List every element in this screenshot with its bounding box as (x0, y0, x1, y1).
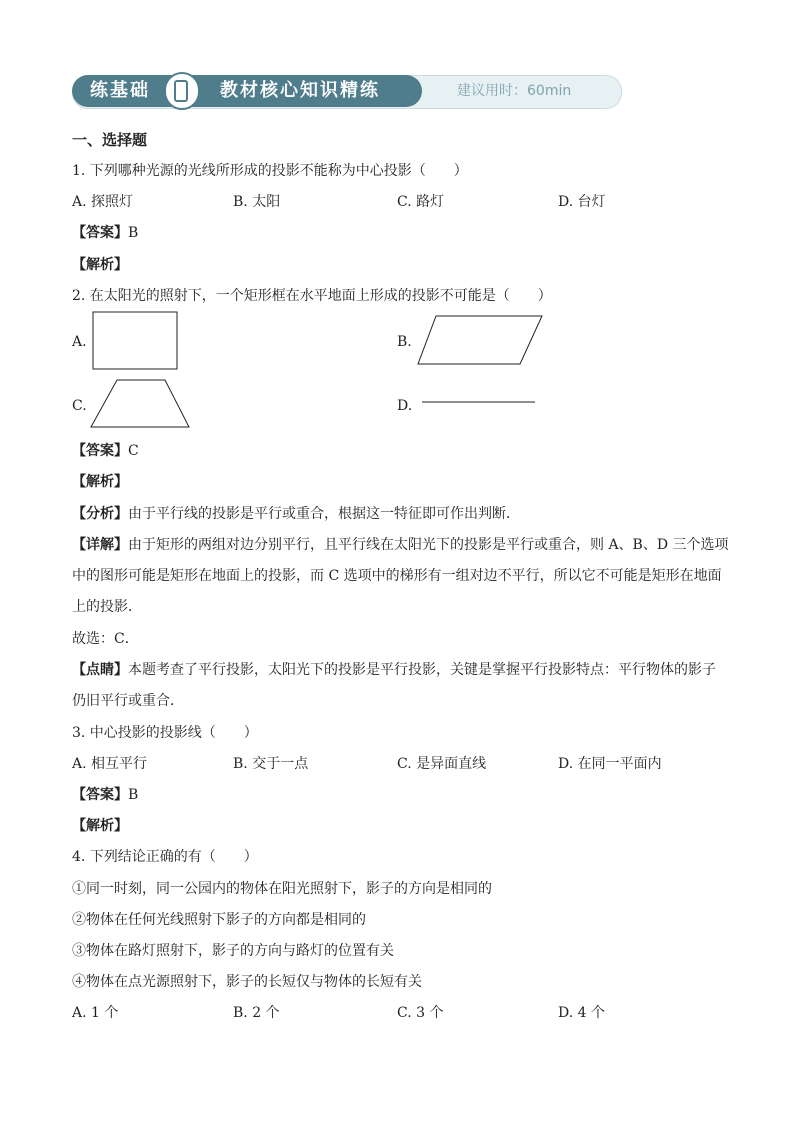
q2-choice: 故选：C． (72, 631, 139, 647)
q3-stem: 3. 中心投影的投影线（ ） (72, 725, 258, 741)
q2-option-c-label: C. (72, 398, 87, 414)
xiangjie-tag: 【详解】 (72, 537, 128, 553)
q3-option-d: D. 在同一平面内 (558, 756, 662, 772)
rectangle-figure (90, 310, 182, 372)
q3-option-a: A. 相互平行 (72, 756, 148, 772)
answer-tag: 【答案】 (72, 787, 128, 803)
q2-option-a-label: A. (72, 334, 87, 350)
q2-xiangjie-line-1 (72, 536, 729, 554)
book-inner-icon (174, 80, 188, 102)
suggested-time: 建议用时：60min (457, 83, 572, 99)
q4-option-a: A. 1 个 (72, 1005, 119, 1021)
fenxi-text: 由于平行线的投影是平行或重合，根据这一特征即可作出判断． (128, 506, 520, 522)
q2-analysis-tag: 【解析】 (72, 474, 128, 490)
fenxi-tag: 【分析】 (72, 506, 128, 522)
q3-answer (72, 786, 138, 804)
answer-tag: 【答案】 (72, 225, 128, 241)
q1-option-c: C. 路灯 (397, 194, 445, 210)
q4-statement-4: ④物体在点光源照射下，影子的长短仅与物体的长短有关 (72, 974, 422, 990)
q2-option-d-label: D. (397, 398, 413, 414)
q4-option-d: D. 4 个 (558, 1005, 605, 1021)
q3-analysis-tag: 【解析】 (72, 818, 128, 834)
banner-center-label: 教材核心知识精练 (220, 80, 380, 101)
answer-tag: 【答案】 (72, 443, 128, 459)
dianjing-text-1: 本题考查了平行投影，太阳光下的投影是平行投影，关键是掌握平行投影特点：平行物体的影子 (128, 662, 716, 678)
q3-option-c: C. 是异面直线 (397, 756, 487, 772)
q2-option-b-label: B. (397, 334, 412, 350)
q2-fenxi (72, 505, 520, 523)
q2-stem: 2. 在太阳光的照射下，一个矩形框在水平地面上形成的投影不可能是（ ） (72, 288, 552, 304)
answer-value: B (128, 225, 139, 241)
answer-value: C (128, 443, 139, 459)
q2-dianjing-line-2: 仍旧平行或重合． (72, 693, 184, 709)
banner-left-label: 练基础 (90, 80, 150, 101)
xiangjie-text-1: 由于矩形的两组对边分别平行，且平行线在太阳光下的投影是平行或重合，则 A、B、D 三个选项 (128, 537, 729, 553)
q4-statement-1: ①同一时刻，同一公园内的物体在阳光照射下，影子的方向是相同的 (72, 881, 492, 897)
q1-answer (72, 224, 138, 242)
q4-option-c: C. 3 个 (397, 1005, 444, 1021)
parallelogram-figure (414, 312, 546, 368)
dianjing-tag: 【点睛】 (72, 662, 128, 678)
q4-statement-3: ③物体在路灯照射下，影子的方向与路灯的位置有关 (72, 943, 394, 959)
q2-xiangjie-line-2: 中的图形可能是矩形在地面上的投影，而 C 选项中的梯形有一组对边不平行，所以它不可能是矩形在地面 (72, 568, 722, 584)
q1-stem: 1. 下列哪种光源的光线所形成的投影不能称为中心投影（ ） (72, 163, 468, 179)
q1-option-b: B. 太阳 (233, 194, 281, 210)
q1-option-a: A. 探照灯 (72, 194, 134, 210)
answer-value: B (128, 787, 139, 803)
banner-left-block (72, 75, 172, 107)
q2-answer (72, 442, 139, 460)
q1-option-d: D. 台灯 (558, 194, 606, 210)
trapezoid-figure (88, 376, 194, 432)
q4-statement-2: ②物体在任何光线照射下影子的方向都是相同的 (72, 912, 366, 928)
section-title: 一、选择题 (72, 131, 148, 149)
line-segment-figure (420, 398, 540, 406)
q2-dianjing-line-1 (72, 661, 716, 679)
q4-stem: 4. 下列结论正确的有（ ） (72, 849, 258, 865)
q1-analysis-tag: 【解析】 (72, 257, 128, 273)
q2-xiangjie-line-3: 上的投影． (72, 599, 142, 615)
q4-option-b: B. 2 个 (233, 1005, 280, 1021)
banner-center-block (186, 75, 422, 107)
q3-option-b: B. 交于一点 (233, 756, 309, 772)
